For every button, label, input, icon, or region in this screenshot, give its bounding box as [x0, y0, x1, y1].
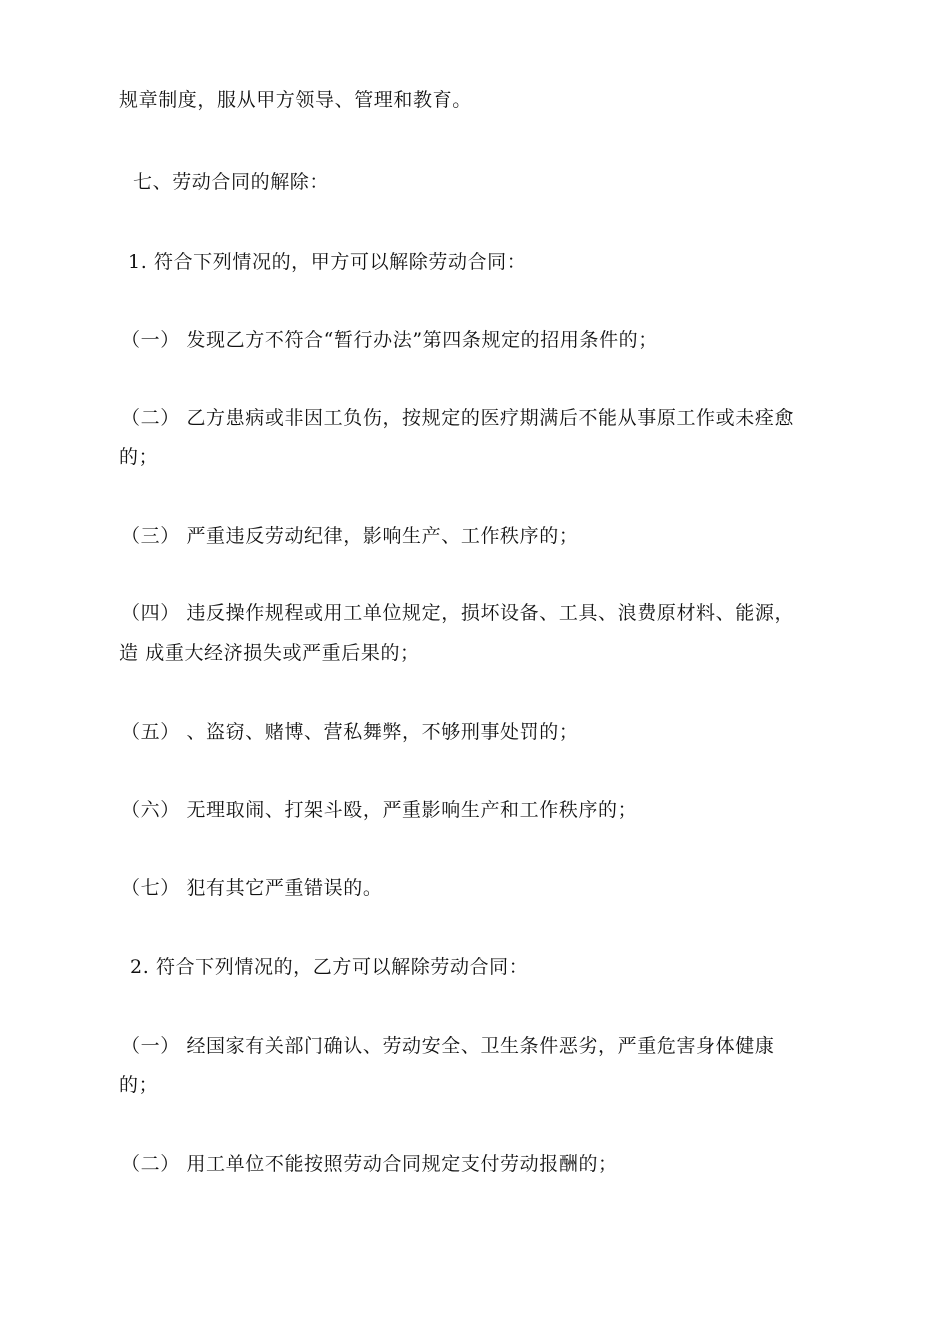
list-item: （三） 严重违反劳动纪律，影响生产、工作秩序的； — [121, 525, 579, 547]
list-item-continuation: 造 成重大经济损失或严重后果的； — [119, 642, 420, 664]
list-item: （二） 乙方患病或非因工负伤，按规定的医疗期满后不能从事原工作或未痊愈 — [121, 407, 795, 429]
section-heading: 七、劳动合同的解除： — [133, 171, 330, 193]
clause-heading: 2. 符合下列情况的，乙方可以解除劳动合同： — [130, 956, 529, 978]
list-item: （六） 无理取闹、打架斗殴，严重影响生产和工作秩序的； — [121, 799, 638, 821]
list-item-continuation: 的； — [119, 1074, 159, 1096]
list-item-continuation: 的； — [119, 446, 159, 468]
list-item: （七） 犯有其它严重错误的。 — [121, 877, 383, 899]
paragraph-line: 规章制度，服从甲方领导、管理和教育。 — [119, 89, 472, 111]
list-item: （二） 用工单位不能按照劳动合同规定支付劳动报酬的； — [121, 1153, 618, 1175]
list-item: （五） 、盗窃、赌博、营私舞弊，不够刑事处罚的； — [121, 721, 579, 743]
list-item: （一） 经国家有关部门确认、劳动安全、卫生条件恶劣，严重危害身体健康 — [121, 1035, 775, 1057]
list-item: （一） 发现乙方不符合“暂行办法”第四条规定的招用条件的； — [121, 329, 658, 351]
clause-heading: 1. 符合下列情况的，甲方可以解除劳动合同： — [128, 251, 527, 273]
list-item: （四） 违反操作规程或用工单位规定，损坏设备、工具、浪费原材料、能源， — [121, 602, 795, 624]
